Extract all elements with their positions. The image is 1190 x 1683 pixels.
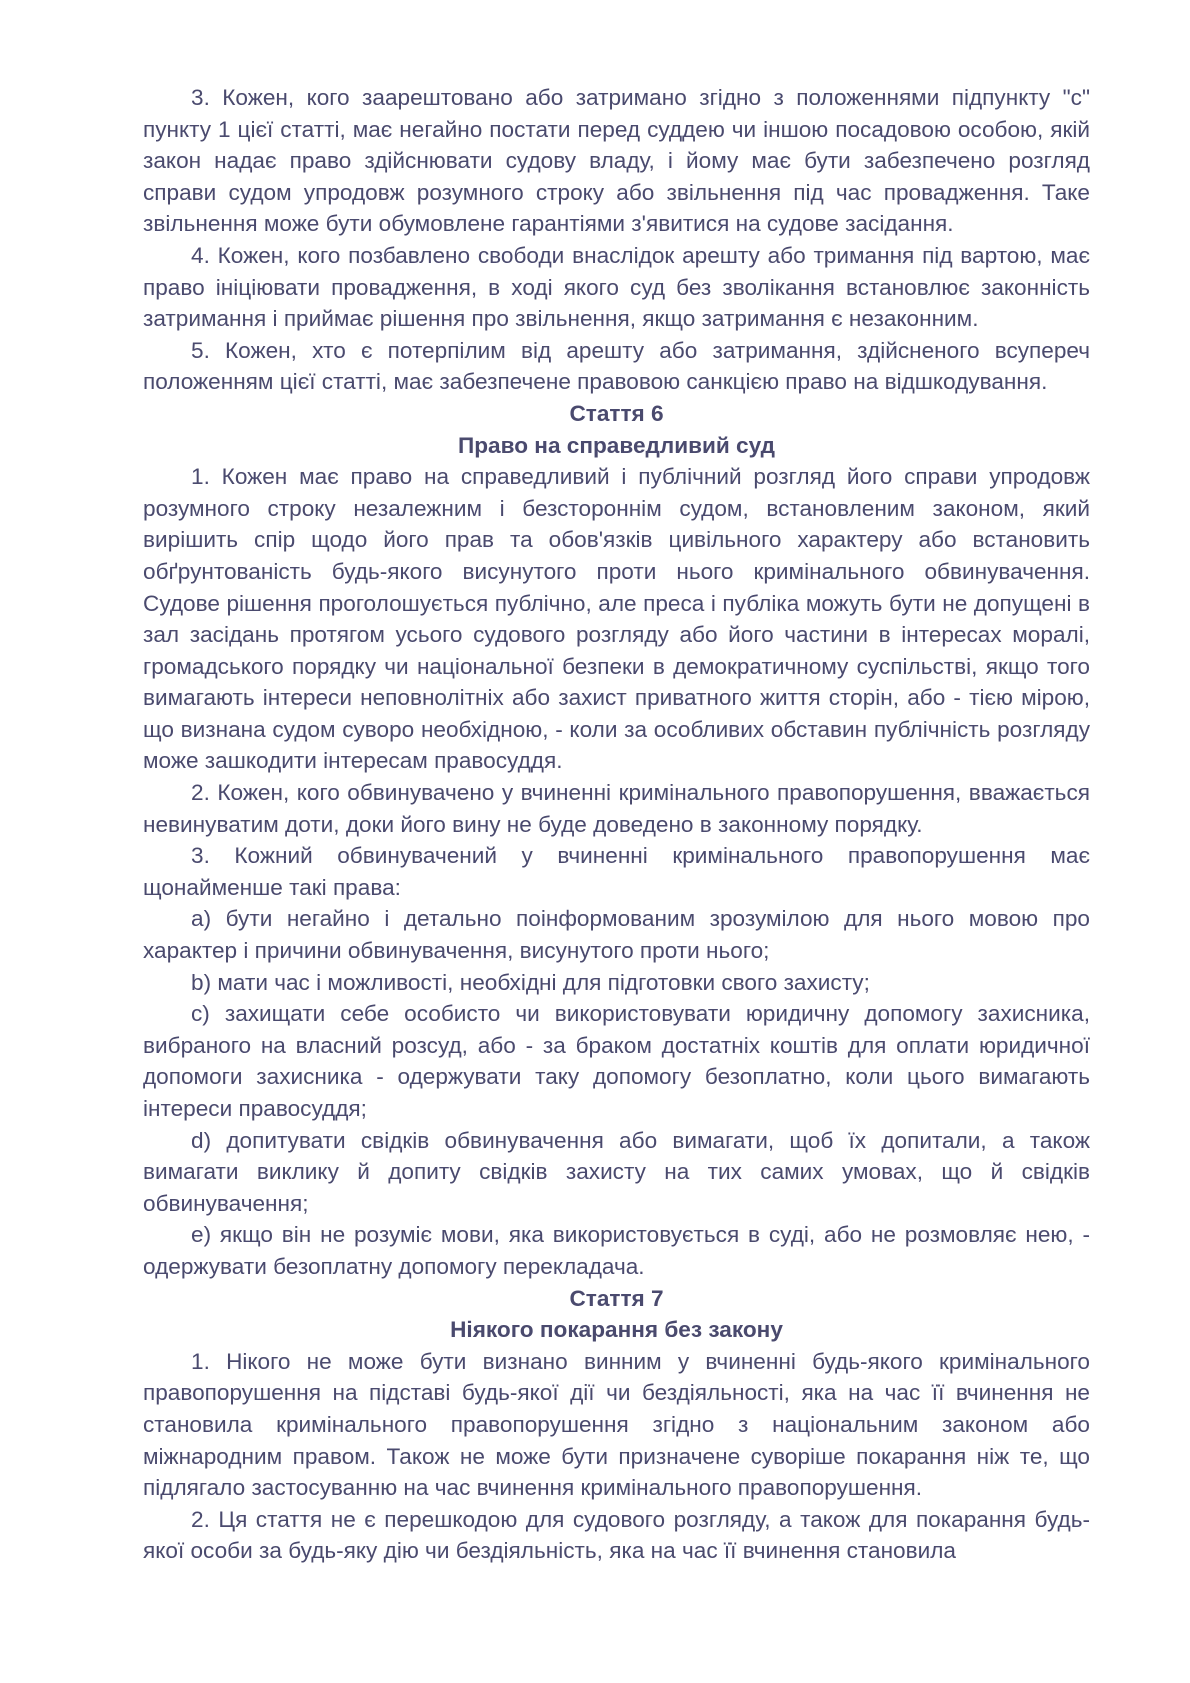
article-7-title: Ніякого покарання без закону — [450, 1317, 783, 1343]
paragraph-5-3: 3. Кожен, кого заарештовано або затримано згідно з положеннями підпункту "с" пункту 1 цієї статті, має негайно постати перед суддею чи іншою посадовою особою, якій закон надає право здійснювати судову владу, і йому має бути забезпечено розгляд справи судом упродовж розумного строку або звільнення під час провадження. Таке звільнення може бути обумовлене гарантіями з'явитися на судове засідання. — [143, 85, 1090, 237]
paragraph-6-3a: a) бути негайно і детально поінформованим зрозумілою для нього мовою про характер і причини обвинувачення, висунутого проти нього; — [143, 906, 1090, 964]
paragraph-7-2: 2. Ця стаття не є перешкодою для судового розгляду, а також для покарання будь-якої особи за будь-яку дію чи бездіяльність, яка на час її вчинення становила — [143, 1506, 1090, 1564]
paragraph-6-3e: e) якщо він не розуміє мови, яка використовується в суді, або не розмовляє нею, - одержувати безоплатну допомогу перекладача. — [143, 1222, 1090, 1279]
article-6-title: Право на справедливий суд — [458, 432, 775, 458]
paragraph-5-4: 4. Кожен, кого позбавлено свободи внаслідок арешту або тримання під вартою, має право ініціювати провадження, в ході якого суд без зволікання встановлює законність затримання і приймає рішення про звільнення, якщо затримання є незаконним. — [143, 242, 1090, 332]
paragraph-5-5: 5. Кожен, хто є потерпілим від арешту або затримання, здійсненого всупереч положенням цієї статті, має забезпечене правовою санкцією право на відшкодування. — [143, 337, 1090, 395]
article-6-number: Стаття 6 — [569, 400, 664, 426]
paragraph-7-1: 1. Нікого не може бути визнано винним у вчиненні будь-якого кримінального правопорушення на підставі будь-якої дії чи бездіяльності, яка на час її вчинення не становила кримінального правопорушення згідно з національним законом або міжнародним правом. Також не може бути призначене суворіше покарання ніж те, що підлягало застосуванню на час вчинення кримінального правопорушення. — [143, 1348, 1090, 1501]
paragraph-6-3: 3. Кожний обвинувачений у вчиненні кримінального правопорушення має щонайменше такі права: — [143, 843, 1090, 900]
paragraph-6-3c: c) захищати себе особисто чи використовувати юридичну допомогу захисника, вибраного на власний розсуд, або - за браком достатніх коштів для оплати юридичної допомоги захисника - одержувати таку допомогу безоплатно, коли цього вимагають інтереси правосуддя; — [143, 1001, 1090, 1121]
paragraph-6-2: 2. Кожен, кого обвинувачено у вчиненні кримінального правопорушення, вважається невинуватим доти, доки його вину не буде доведено в законному порядку. — [143, 780, 1090, 837]
article-7-number: Стаття 7 — [569, 1285, 664, 1311]
paragraph-6-3d: d) допитувати свідків обвинувачення або вимагати, щоб їх допитали, а також вимагати виклику й допиту свідків захисту на тих самих умовах, що й свідків обвинувачення; — [143, 1127, 1090, 1216]
paragraph-6-3b: b) мати час і можливості, необхідні для підготовки свого захисту; — [191, 969, 870, 995]
paragraph-6-1: 1. Кожен має право на справедливий і публічний розгляд його справи упродовж розумного строку незалежним і безстороннім судом, встановленим законом, який вирішить спір щодо його прав та обов'язків цивільного характеру або встановить обґрунтованість будь-якого висунутого проти нього кримінального обвинувачення. Судове рішення проголошується публічно, але преса і публіка можуть бути не допущені в зал засідань протягом усього судового розгляду або його частини в інтересах моралі, громадського порядку чи національної безпеки в демократичному суспільстві, якщо того вимагають інтереси неповнолітніх або захист приватного життя сторін, або - тією мірою, що визнана судом суворо необхідною, - коли за особливих обставин публічність розгляду може зашкодити інтересам правосуддя. — [143, 464, 1090, 774]
